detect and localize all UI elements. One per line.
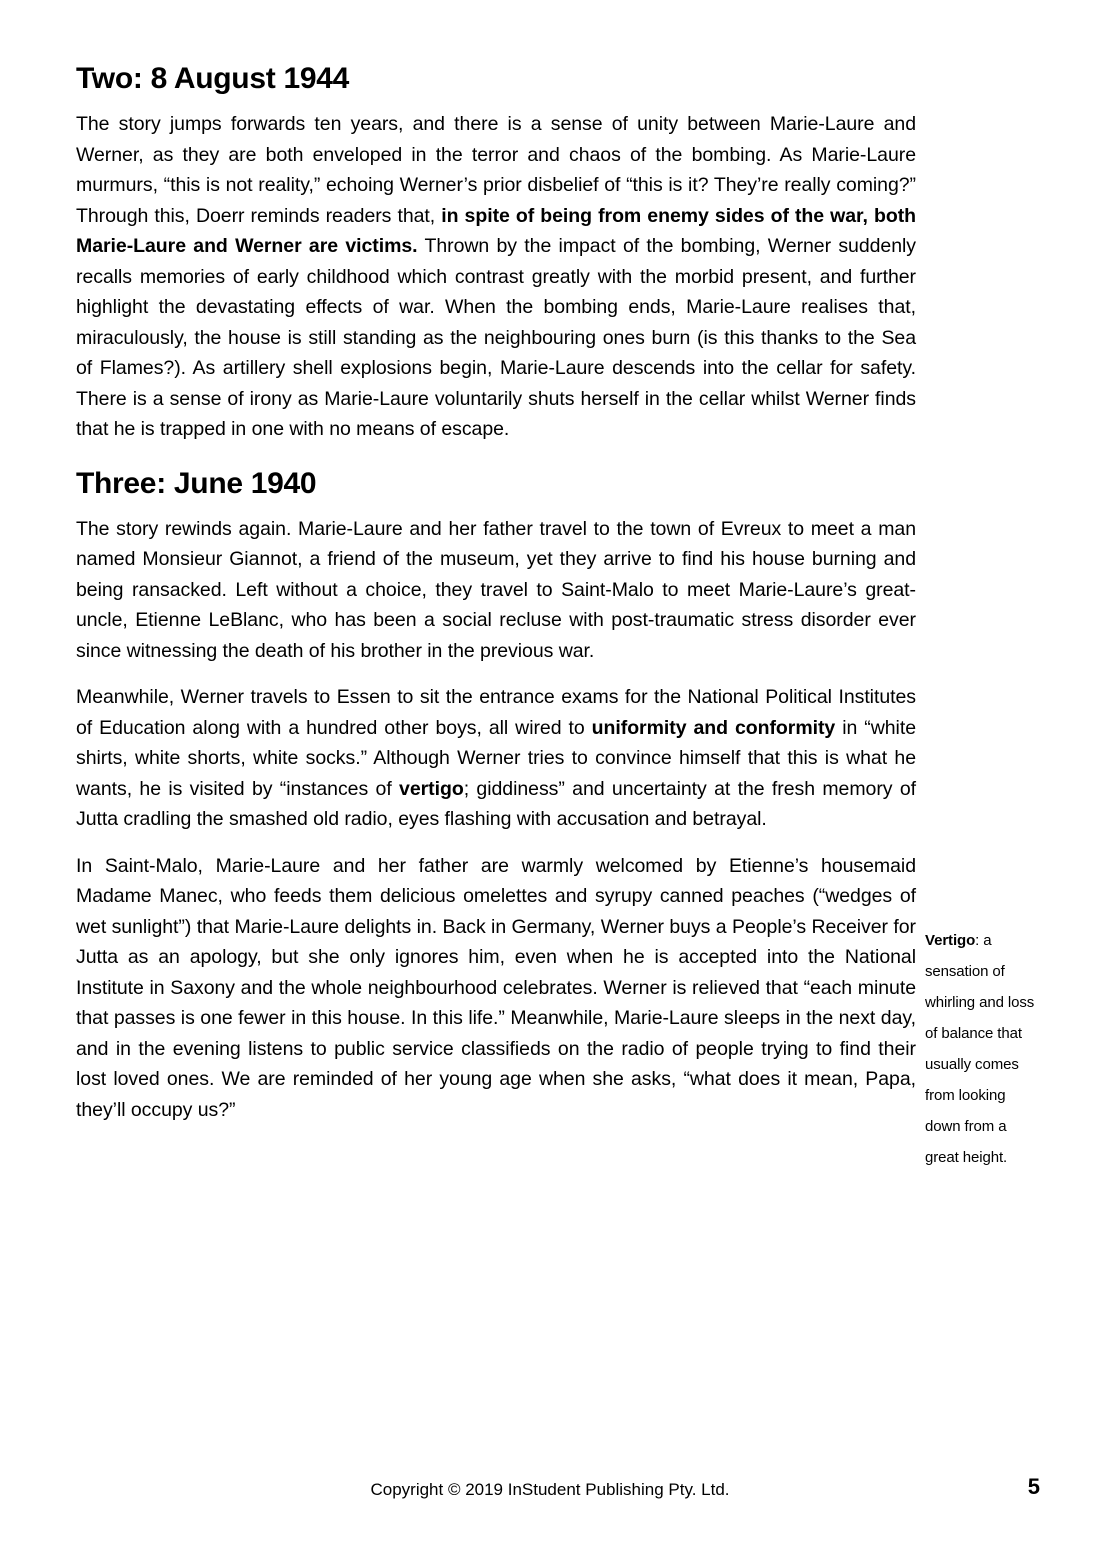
paragraph-two-1 <box>76 109 916 445</box>
page-number: 5 <box>1027 1474 1040 1499</box>
text-run: The story rewinds again. Marie-Laure and her father travel to the town of Evreux to meet a man named Monsieur Giannot, a friend of the museum, yet they arrive to find his house burning and being ransacked. Left without a choice, they travel to Saint-Malo to meet Marie-Laure’s great-uncle, Etienne LeBlanc, who has been a social recluse with post-traumatic stress disorder ever since witnessing the death of his brother in the previous war. <box>76 517 916 662</box>
text-run: Meanwhile, Werner travels to Essen to sit the entrance exams for the National Political Institutes of Education along with a hundred other boys, all wired to <box>76 686 916 739</box>
footer-copyright: Copyright © 2019 InStudent Publishing Pty. Ltd. <box>370 1480 730 1499</box>
section-heading-three: Three: June 1940 <box>76 466 317 500</box>
glossary-definition: a sensation of whirling and loss of balance that usually comes from looking down from a great height. <box>925 932 1035 1166</box>
text-run: The story jumps forwards ten years, and there is a sense of unity between Marie-Laure and Werner, as they are both enveloped in the terror and chaos of the bombing. As Marie-Laure murmurs, “this is not reality,” echoing Werner’s prior disbelief of “this is it? They’re really coming?” Through this, Doerr reminds readers that, <box>76 113 916 227</box>
page-content <box>76 62 916 1141</box>
text-run-bold: uniformity and conformity <box>591 716 836 739</box>
paragraph-three-2 <box>76 682 916 835</box>
paragraph-three-1 <box>76 514 916 667</box>
glossary-sidenote <box>925 925 1037 1173</box>
text-run: in “white shirts, white shorts, white socks.” Although Werner tries to convince himself that this is what he wants, he is visited by “instances of <box>76 716 916 800</box>
section-heading-two: Two: 8 August 1944 <box>76 62 349 95</box>
glossary-separator: : <box>975 932 984 949</box>
text-run: ; giddiness” and uncertainty at the fresh memory of Jutta cradling the smashed old radio, eyes flashing with accusation and betrayal. <box>76 777 916 830</box>
text-run-bold: in spite of being from enemy sides of the war, both Marie-Laure and Werner are victims. <box>76 204 916 257</box>
glossary-term-inline: vertigo <box>399 777 464 800</box>
glossary-term: Vertigo <box>925 932 976 949</box>
paragraph-three-3 <box>76 851 916 1126</box>
text-run: In Saint-Malo, Marie-Laure and her father are warmly welcomed by Etienne’s housemaid Madame Manec, who feeds them delicious omelettes and syrupy canned peaches (“wedges of wet sunlight”) that Marie-Laure delights in. Back in Germany, Werner buys a People’s Receiver for Jutta as an apology, but she only ignores him, even when he is accepted into the National Institute in Saxony and the whole neighbourhood celebrates. Werner is relieved that “each minute that passes is one fewer in this house. In this life.” Meanwhile, Marie-Laure sleeps in the next day, and in the evening listens to public service classifieds on the radio of people trying to find their lost loved ones. We are reminded of her young age when she asks, “what does it mean, Papa, they’ll occupy us?” <box>76 854 916 1121</box>
text-run: Thrown by the impact of the bombing, Werner suddenly recalls memories of early childhood which contrast greatly with the morbid present, and further highlight the devastating effects of war. When the bombing ends, Marie-Laure realises that, miraculously, the house is still standing as the neighbouring ones burn (is this thanks to the Sea of Flames?). As artillery shell explosions begin, Marie-Laure descends into the cellar for safety. There is a sense of irony as Marie-Laure voluntarily shuts herself in the cellar whilst Werner finds that he is trapped in one with no means of escape. <box>76 235 916 440</box>
